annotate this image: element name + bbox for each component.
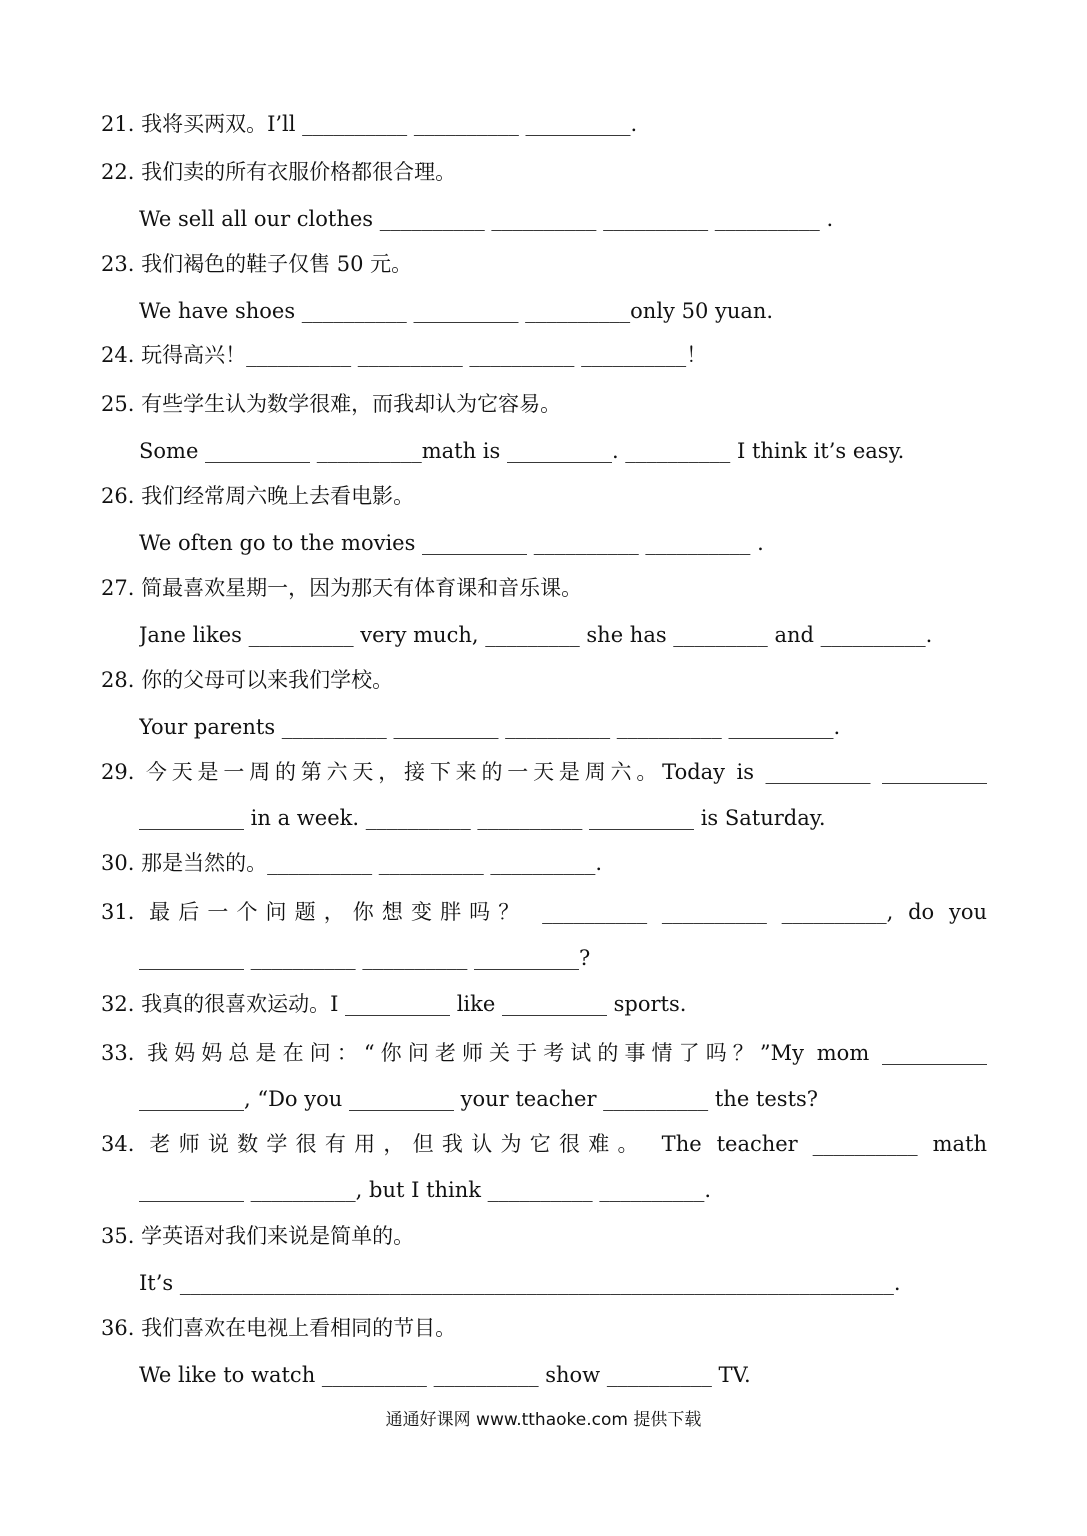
item-21-chinese: 21. 我将买两双。I’ll __________ __________ __________. bbox=[101, 112, 638, 136]
item-30-chinese: 30. 那是当然的。__________ __________ __________. bbox=[101, 851, 603, 875]
item-36-chinese: 36. 我们喜欢在电视上看相同的节目。 bbox=[101, 1316, 457, 1340]
item-25-english: Some __________ __________math is __________. __________ I think it’s easy. bbox=[139, 439, 905, 463]
item-35-english: It’s ____________________________________________________________________. bbox=[139, 1271, 901, 1295]
item-35-chinese: 35. 学英语对我们来说是简单的。 bbox=[101, 1224, 415, 1248]
item-31-line-1: 31. 最后一个问题，你想变胖吗？ __________ __________ __________, do you bbox=[101, 900, 987, 924]
item-27-english: Jane likes __________ very much, _________ she has _________ and __________. bbox=[139, 623, 933, 647]
item-27-chinese: 27. 简最喜欢星期一，因为那天有体育课和音乐课。 bbox=[101, 576, 583, 600]
item-23-english: We have shoes __________ __________ __________only 50 yuan. bbox=[139, 299, 774, 323]
item-33-line-2: __________, “Do you __________ your teacher __________ the tests? bbox=[139, 1087, 819, 1111]
page-footer: 通通好课网 www.tthaoke.com 提供下载 bbox=[385, 1410, 702, 1430]
item-33-line-1: 33. 我妈妈总是在问：“你问老师关于考试的事情了吗？”My mom __________ bbox=[101, 1041, 987, 1065]
item-28-english: Your parents __________ __________ __________ __________ __________. bbox=[139, 715, 841, 739]
item-29-line-1: 29. 今天是一周的第六天，接下来的一天是周六。Today is __________ __________ bbox=[101, 760, 987, 784]
item-34-line-1: 34. 老师说数学很有用，但我认为它很难。 The teacher __________ math bbox=[101, 1132, 987, 1156]
item-25-chinese: 25. 有些学生认为数学很难，而我却认为它容易。 bbox=[101, 392, 562, 416]
item-29-line-2: __________ in a week. __________ __________ __________ is Saturday. bbox=[139, 806, 826, 830]
item-36-english: We like to watch __________ __________ show __________ TV. bbox=[139, 1363, 751, 1387]
item-23-chinese: 23. 我们褐色的鞋子仅售 50 元。 bbox=[101, 252, 413, 276]
item-26-english: We often go to the movies __________ __________ __________ . bbox=[139, 531, 764, 555]
item-28-chinese: 28. 你的父母可以来我们学校。 bbox=[101, 668, 394, 692]
item-26-chinese: 26. 我们经常周六晚上去看电影。 bbox=[101, 484, 415, 508]
item-34-line-2: __________ __________, but I think __________ __________. bbox=[139, 1178, 712, 1202]
item-24-chinese: 24. 玩得高兴！__________ __________ __________ __________！ bbox=[101, 343, 708, 367]
item-31-line-2: __________ __________ __________ __________? bbox=[139, 946, 591, 970]
item-22-chinese: 22. 我们卖的所有衣服价格都很合理。 bbox=[101, 160, 457, 184]
item-32-chinese: 32. 我真的很喜欢运动。I __________ like __________ sports. bbox=[101, 992, 687, 1016]
item-22-english: We sell all our clothes __________ __________ __________ __________ . bbox=[139, 207, 834, 231]
